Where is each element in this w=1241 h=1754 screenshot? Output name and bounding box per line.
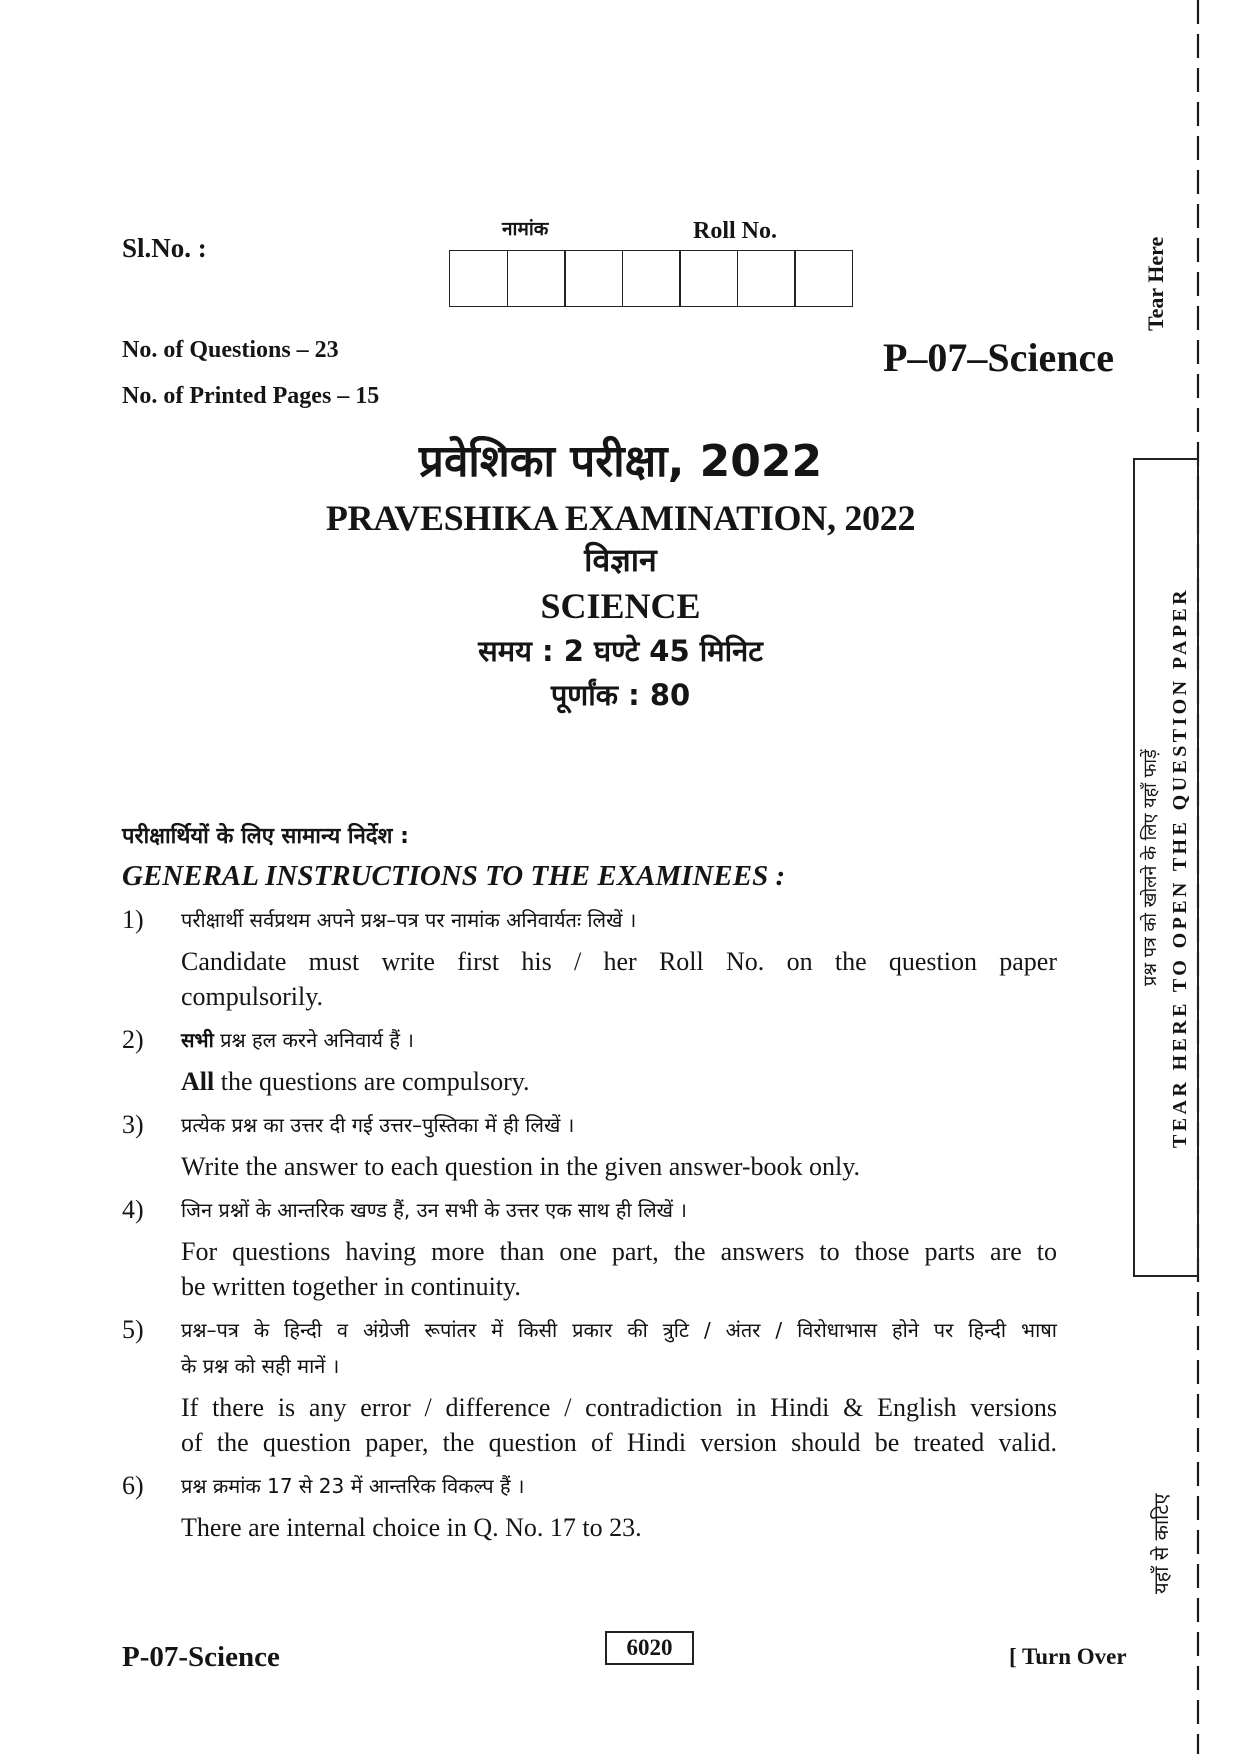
instruction-hindi-text: प्रत्येक प्रश्न का उत्तर दी गई उत्तर–पुस्तिका में ही लिखें । bbox=[181, 1113, 575, 1137]
instructions-list bbox=[122, 902, 1057, 1553]
instruction-item bbox=[122, 1107, 1057, 1184]
instruction-number: 5) bbox=[122, 1315, 144, 1344]
instruction-english-text: If there is any error / difference / contradiction in Hindi & English versions bbox=[181, 1393, 1057, 1422]
roll-number-boxes bbox=[449, 250, 853, 307]
tear-instruction-english: TEAR HERE TO OPEN THE QUESTION PAPER bbox=[1169, 587, 1191, 1149]
instruction-item bbox=[122, 1192, 1057, 1304]
instruction-hindi-text: प्रश्न–पत्र के हिन्दी व अंग्रेजी रूपांतर में किसी प्रकार की त्रुटि / अंतर / विरोधाभास होने पर हिन्दी भाषा bbox=[181, 1318, 1057, 1342]
exam-title: PRAVESHIKA EXAMINATION, 2022 bbox=[325, 498, 916, 538]
instruction-hindi-text: जिन प्रश्नों के आन्तरिक खण्ड हैं, उन सभी के उत्तर एक साथ ही लिखें । bbox=[181, 1198, 687, 1222]
instruction-english-text: be written together in continuity. bbox=[181, 1272, 521, 1301]
roll-number-label: Roll No. bbox=[693, 218, 777, 244]
instruction-english-text: compulsorily. bbox=[181, 982, 324, 1011]
instructions-heading-hindi: परीक्षार्थियों के लिए सामान्य निर्देश : bbox=[122, 824, 409, 849]
roll-number-label-hindi: नामांक bbox=[502, 218, 549, 240]
instruction-english-text: of the question paper, the question of Hindi version should be treated valid. bbox=[181, 1428, 1057, 1457]
instruction-item bbox=[122, 1022, 1057, 1099]
number-of-questions: No. of Questions – 23 bbox=[122, 337, 339, 363]
tear-here-label: Tear Here bbox=[1143, 236, 1168, 332]
roll-number-box bbox=[794, 250, 853, 307]
instruction-item bbox=[122, 1312, 1057, 1460]
instruction-english-text bbox=[181, 1064, 1057, 1099]
subject-title: SCIENCE bbox=[540, 586, 701, 626]
instruction-number: 1) bbox=[122, 905, 144, 934]
instruction-english-text: Candidate must write first his / her Roll No. on the question paper bbox=[181, 947, 1057, 976]
instruction-hindi-text bbox=[181, 1022, 1057, 1058]
emphasis-text: सभी bbox=[181, 1028, 214, 1052]
instruction-english-text: For questions having more than one part, the answers to those parts are to bbox=[181, 1237, 1057, 1266]
instruction-hindi-rest: प्रश्न हल करने अनिवार्य हैं । bbox=[220, 1028, 414, 1052]
instruction-hindi-text: के प्रश्न को सही मानें । bbox=[181, 1354, 340, 1378]
roll-number-box bbox=[449, 250, 508, 307]
instruction-item bbox=[122, 1468, 1057, 1545]
instruction-hindi-text: प्रश्न क्रमांक 17 से 23 में आन्तरिक विकल्प हैं । bbox=[181, 1474, 525, 1498]
roll-number-box bbox=[622, 250, 681, 307]
instruction-english-text: There are internal choice in Q. No. 17 to 23. bbox=[181, 1513, 642, 1542]
exam-duration: समय : 2 घण्टे 45 मिनिट bbox=[478, 634, 763, 668]
exam-title-hindi: प्रवेशिका परीक्षा, 2022 bbox=[418, 436, 823, 487]
instruction-english-rest: the questions are compulsory. bbox=[220, 1067, 530, 1096]
paper-code: P–07–Science bbox=[883, 335, 1115, 380]
number-of-printed-pages: No. of Printed Pages – 15 bbox=[122, 383, 380, 409]
roll-number-box bbox=[564, 250, 623, 307]
roll-number-box bbox=[737, 250, 796, 307]
maximum-marks: पूर्णांक : 80 bbox=[550, 678, 691, 712]
instruction-hindi-text: परीक्षार्थी सर्वप्रथम अपने प्रश्न–पत्र पर नामांक अनिवार्यतः लिखें । bbox=[181, 908, 637, 932]
instruction-number: 6) bbox=[122, 1471, 144, 1500]
instruction-english-text: Write the answer to each question in the given answer-book only. bbox=[181, 1152, 861, 1181]
instruction-number: 4) bbox=[122, 1195, 144, 1224]
footer-paper-code: P-07-Science bbox=[122, 1641, 280, 1673]
instruction-item bbox=[122, 902, 1057, 1014]
roll-number-box bbox=[679, 250, 738, 307]
instructions-heading: GENERAL INSTRUCTIONS TO THE EXAMINEES : bbox=[122, 860, 786, 892]
turn-over-note: [ Turn Over bbox=[1009, 1644, 1127, 1669]
cut-here-label: यहाँ से काटिए bbox=[1149, 1493, 1173, 1595]
roll-number-box bbox=[507, 250, 566, 307]
instruction-number: 2) bbox=[122, 1025, 144, 1054]
subject-title-hindi: विज्ञान bbox=[584, 541, 657, 579]
footer-page-number-box: 6020 bbox=[605, 1631, 694, 1665]
tear-instruction-hindi: प्रश्न पत्र को खोलने के लिए यहाँ फाड़ें bbox=[1140, 749, 1161, 986]
serial-number-label: Sl.No. : bbox=[122, 233, 207, 263]
instruction-number: 3) bbox=[122, 1110, 144, 1139]
emphasis-text: All bbox=[181, 1067, 215, 1096]
